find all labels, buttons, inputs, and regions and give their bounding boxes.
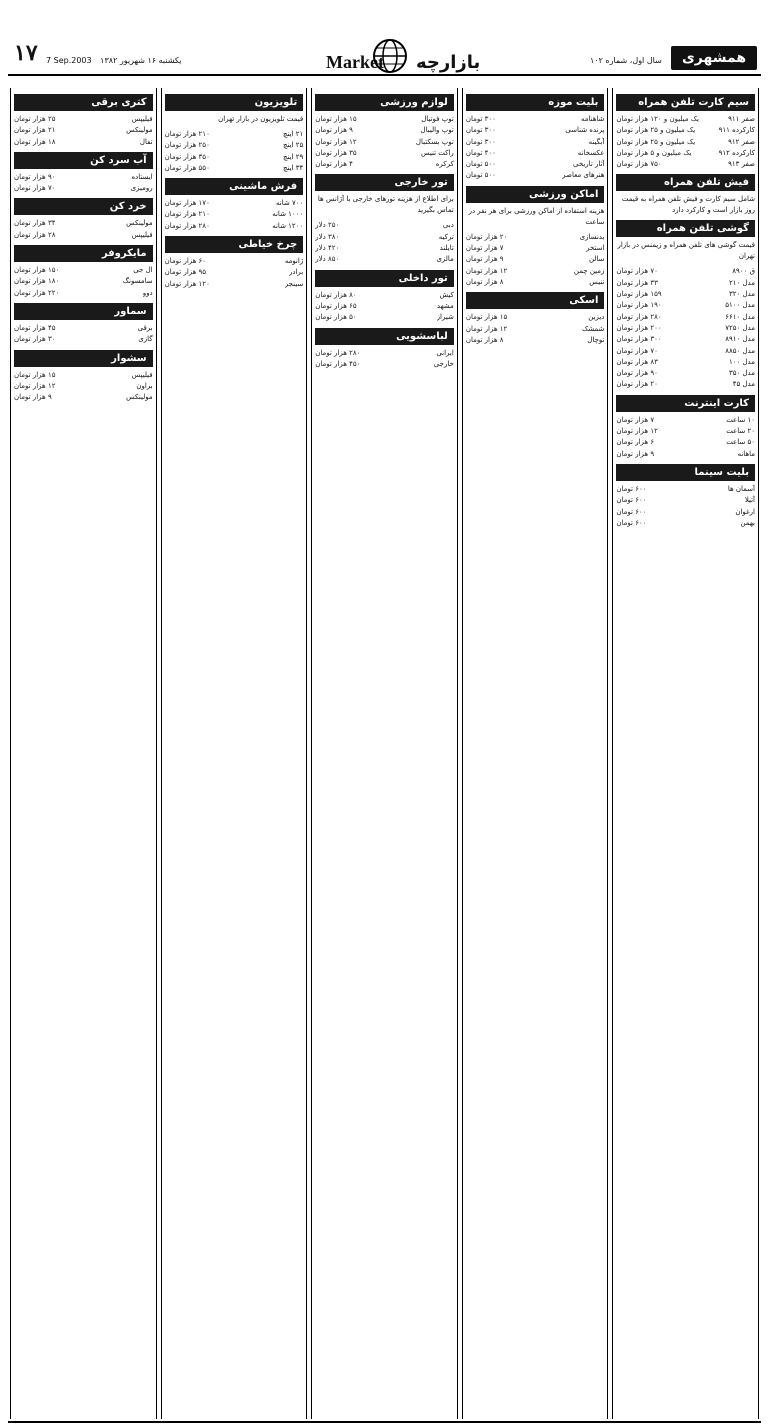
price-row: [14, 334, 153, 345]
item-name: مالزی: [436, 255, 454, 264]
item-price: ۳۰۰ هزار تومان: [616, 335, 662, 344]
item-price: یک میلیون و ۱۲۰ هزار تومان: [616, 115, 699, 123]
item-price: ۴۵۰ هزار تومان: [315, 359, 361, 368]
masthead: [8, 8, 761, 76]
price-row: [14, 114, 153, 125]
price-row: [466, 335, 605, 346]
price-row: [616, 495, 755, 506]
price-row: [14, 125, 153, 136]
price-row: [14, 183, 153, 194]
item-price: ۹۵ هزار تومان: [164, 268, 207, 277]
newspaper-logo: همشهری: [671, 46, 757, 70]
section-title: بازارچه: [416, 52, 481, 73]
price-row: [14, 265, 153, 276]
price-row: [616, 300, 755, 311]
section-heading: سیم کارت تلفن همراه: [616, 94, 755, 111]
item-name: ال جی: [133, 266, 153, 275]
section-heading: اسکی: [466, 292, 605, 309]
date-persian: یکشنبه ۱۶ شهریور ۱۳۸۲: [100, 56, 182, 65]
item-price: ۳۳ هزار تومان: [616, 278, 658, 287]
price-row: [616, 379, 755, 390]
item-name: ترکیه: [438, 232, 454, 241]
price-column: [462, 88, 609, 1419]
item-price: ۱۵۹ هزار تومان: [616, 290, 662, 299]
item-name: مدل ۲۱۰: [728, 278, 755, 287]
item-name: مولینکس: [126, 393, 153, 402]
item-name: آسمان ها: [727, 484, 755, 493]
item-name: ارغوان: [735, 507, 755, 516]
item-name: مدل ۳۲۰: [728, 290, 755, 299]
item-price: ۳۵۰ هزار تومان: [164, 152, 210, 161]
item-price: ۸۵۰ دلار: [315, 255, 340, 264]
item-name: گازی: [138, 335, 153, 344]
price-row: [165, 129, 304, 140]
price-row: [466, 266, 605, 277]
item-name: براون: [136, 381, 153, 390]
item-name: آتیلا: [744, 496, 755, 505]
price-row: [616, 137, 755, 148]
section-heading: تور داخلی: [315, 270, 454, 287]
item-price: ۷۵۰ هزار تومان: [616, 160, 662, 169]
item-name: ایستاده: [131, 172, 153, 181]
item-price: ۲۱ هزار تومان: [14, 126, 56, 135]
item-name: مشهد: [436, 301, 454, 310]
item-price: ۱۵۰ هزار تومان: [14, 266, 60, 275]
price-column: [10, 88, 157, 1419]
item-price: ۶۰۰ تومان: [616, 518, 647, 527]
item-price: ۶۰۰ تومان: [616, 484, 647, 493]
price-row: [616, 334, 755, 345]
price-row: [616, 357, 755, 368]
price-column: [161, 88, 308, 1419]
item-price: ۷۰ هزار تومان: [616, 267, 658, 276]
item-name: دوو: [142, 288, 153, 297]
item-price: ۲۵۰ هزار تومان: [164, 141, 210, 150]
item-price: ۸۰ هزار تومان: [315, 290, 357, 299]
item-price: ۵۰ هزار تومان: [315, 313, 357, 322]
price-row: [616, 312, 755, 323]
item-price: ۱۲ هزار تومان: [616, 427, 658, 436]
price-column: [311, 88, 458, 1419]
section-heading: آب سرد کن: [14, 152, 153, 169]
item-name: راکت تنیس: [420, 148, 454, 157]
section-heading: کارت اینترنت: [616, 395, 755, 412]
item-name: توچال: [587, 335, 605, 344]
price-row: [616, 346, 755, 357]
item-name: هنرهای معاصر: [562, 171, 605, 180]
item-price: ۳۵ هزار تومان: [315, 148, 357, 157]
item-price: ۳۰۰ تومان: [465, 137, 496, 146]
section-note: برای اطلاع از هزینه تورهای خارجی با آژانس ها تماس بگیرید: [317, 195, 454, 215]
item-name: مدل ۶۶۱۰: [725, 312, 755, 321]
globe-icon: [372, 38, 408, 74]
section-heading: بلیت موزه: [466, 94, 605, 111]
market-label: Market: [326, 52, 384, 72]
item-name: توپ فوتبال: [421, 115, 454, 123]
item-price: ۷۰ هزار تومان: [616, 346, 658, 355]
section-note: قیمت تلویزیون در بازار تهران: [218, 115, 304, 123]
item-price: ۲۵۰ دلار: [315, 221, 340, 230]
item-name: استخر: [586, 244, 605, 253]
price-row: [315, 348, 454, 359]
item-name: شاهنامه: [580, 115, 605, 123]
item-name: ۱۰ ساعت: [726, 415, 755, 424]
item-name: مدل ۸۸۵۰: [725, 346, 755, 355]
section-heading: چرخ خیاطی: [165, 236, 304, 253]
item-price: ۱۸ هزار تومان: [14, 137, 56, 146]
item-name: مولینکس: [126, 126, 153, 135]
item-price: ۸۳ هزار تومان: [616, 357, 658, 366]
section-note: شامل سیم کارت و فیش تلفن همراه به قیمت روز بازار است و کارکرد دارد: [621, 195, 755, 215]
item-price: ۱۹۰ هزار تومان: [616, 301, 662, 310]
price-row: [14, 288, 153, 299]
item-name: مولینکس: [126, 219, 153, 228]
item-price: ۸ هزار تومان: [465, 277, 504, 286]
item-name: کارکرده ۹۱۲: [718, 148, 755, 157]
item-price: ۲۰ هزار تومان: [616, 380, 658, 389]
item-name: زمین چمن: [573, 266, 605, 275]
price-row: [466, 324, 605, 335]
item-price: یک میلیون و ۲۵ هزار تومان: [616, 126, 696, 135]
price-columns: [8, 88, 761, 1419]
price-row: [466, 243, 605, 254]
price-row: [14, 230, 153, 241]
item-name: ۲۹ اینچ: [282, 152, 304, 161]
price-row: [466, 312, 605, 323]
item-price: ۴۰۰ تومان: [465, 148, 496, 157]
item-price: ۶ هزار تومان: [616, 438, 655, 447]
price-row: [14, 137, 153, 148]
price-row: [466, 232, 605, 243]
item-price: ۹۰ هزار تومان: [14, 172, 56, 181]
item-name: عکسخانه: [577, 148, 605, 157]
section-heading: لوازم ورزشی: [315, 94, 454, 111]
price-row: [616, 114, 755, 125]
price-row: [165, 221, 304, 232]
item-name: فیلیپس: [131, 115, 153, 123]
price-row: [315, 359, 454, 370]
section-heading: سماور: [14, 303, 153, 320]
item-name: ماهانه: [737, 449, 755, 458]
item-price: یک میلیون و ۵ هزار تومان: [616, 148, 692, 157]
item-price: ۹ هزار تومان: [315, 126, 353, 135]
price-row: [14, 381, 153, 392]
item-name: تنیس: [589, 277, 605, 286]
item-price: ۱۲ هزار تومان: [465, 266, 508, 275]
price-row: [315, 148, 454, 159]
item-name: سینجر: [284, 279, 304, 288]
item-price: ۳۰ هزار تومان: [14, 335, 56, 344]
price-row: [315, 254, 454, 265]
item-name: مدل ۸۹۱۰: [725, 335, 755, 344]
item-price: ۶۵ هزار تومان: [315, 301, 357, 310]
item-name: مدل ۷۲۵۰: [725, 323, 755, 332]
item-price: ۵۵۰ هزار تومان: [164, 163, 210, 172]
item-price: ۲۸ هزار تومان: [14, 230, 56, 239]
item-name: ۳۴ اینچ: [282, 163, 304, 172]
item-price: ۴ هزار تومان: [315, 160, 353, 169]
price-row: [616, 125, 755, 136]
item-price: ۲۲۰ هزار تومان: [14, 288, 60, 297]
item-name: مدل ۴۵: [732, 380, 755, 389]
price-row: [466, 254, 605, 265]
item-price: ۱۵ هزار تومان: [465, 313, 508, 322]
item-price: ۹۰ هزار تومان: [616, 369, 658, 378]
section-heading: لباسشویی: [315, 328, 454, 345]
item-price: ۶۰۰ تومان: [616, 496, 647, 505]
price-row: [466, 137, 605, 148]
page-number: ۱۷: [14, 40, 38, 66]
item-name: صفر ۹۱۲: [728, 137, 755, 146]
item-price: ۷۰ هزار تومان: [14, 184, 56, 193]
item-name: فیلیپس: [131, 370, 153, 379]
price-row: [616, 449, 755, 460]
item-name: توپ والیبال: [420, 126, 454, 135]
item-name: ژانومه: [284, 257, 304, 266]
price-row: [14, 370, 153, 381]
price-row: [616, 415, 755, 426]
section-heading: تور خارجی: [315, 174, 454, 191]
bottom-rule: [8, 1421, 761, 1423]
price-row: [466, 159, 605, 170]
price-row: [14, 172, 153, 183]
item-name: خارجی: [433, 359, 454, 368]
price-row: [466, 148, 605, 159]
item-price: ۶۰ هزار تومان: [164, 257, 207, 266]
price-row: [315, 301, 454, 312]
price-row: [616, 289, 755, 300]
item-name: ۱۲۰۰ شانه: [272, 221, 304, 230]
price-row: [315, 125, 454, 136]
item-name: ۲۰ ساعت: [726, 427, 755, 436]
price-row: [165, 256, 304, 267]
item-name: مدل ۵۱۰۰: [725, 301, 755, 310]
price-row: [616, 323, 755, 334]
item-price: ۱۲ هزار تومان: [14, 381, 56, 390]
section-heading: مایکروفر: [14, 245, 153, 262]
item-price: ۳۰۰ تومان: [465, 126, 496, 135]
item-name: آثار تاریخی: [573, 160, 605, 169]
item-price: ۷ هزار تومان: [616, 415, 655, 424]
item-price: ۱۷۰ هزار تومان: [164, 199, 210, 208]
price-row: [165, 267, 304, 278]
item-name: ق ۸۹۰۰: [732, 267, 755, 276]
item-price: ۲۵ هزار تومان: [14, 115, 56, 123]
price-row: [315, 159, 454, 170]
item-price: ۲۸۰ هزار تومان: [616, 312, 662, 321]
item-name: برقی: [137, 323, 153, 332]
section-heading: بلیت سینما: [616, 464, 755, 481]
price-row: [616, 518, 755, 529]
item-price: ۴۲۰ دلار: [315, 244, 340, 253]
item-price: ۵۰۰ تومان: [465, 171, 496, 180]
item-price: ۲۱۰ هزار تومان: [164, 130, 210, 138]
price-column: [612, 88, 759, 1419]
price-row: [165, 152, 304, 163]
item-price: ۸ هزار تومان: [465, 335, 504, 344]
price-row: [14, 323, 153, 334]
price-row: [616, 507, 755, 518]
dateline: [46, 56, 188, 65]
price-row: [466, 125, 605, 136]
item-name: صفر ۹۱۱: [728, 115, 755, 123]
price-row: [616, 266, 755, 277]
item-price: ۱۲۰ هزار تومان: [164, 279, 210, 288]
price-row: [616, 278, 755, 289]
item-price: ۵۰۰ تومان: [465, 160, 496, 169]
section-heading: کتری برقی: [14, 94, 153, 111]
date-gregorian: 7 Sep.2003: [46, 56, 92, 65]
item-name: ۷۰۰ شانه: [276, 199, 304, 208]
price-row: [616, 437, 755, 448]
price-row: [165, 140, 304, 151]
price-row: [315, 312, 454, 323]
price-row: [315, 114, 454, 125]
price-row: [315, 290, 454, 301]
section-heading: تلویزیون: [165, 94, 304, 111]
item-name: سالن: [588, 255, 605, 264]
item-name: تایلند: [439, 244, 454, 253]
item-price: ۱۲ هزار تومان: [315, 137, 357, 146]
item-name: فیلیپس: [131, 230, 153, 239]
item-name: بدنسازی: [579, 232, 605, 241]
item-name: دیزین: [588, 313, 605, 322]
item-price: ۳۸۰ دلار: [315, 232, 340, 241]
item-name: شیراز: [436, 313, 454, 322]
item-name: ایرانی: [436, 348, 454, 357]
item-name: ۲۱ اینچ: [282, 130, 304, 138]
section-heading: فیش تلفن همراه: [616, 174, 755, 191]
price-row: [315, 243, 454, 254]
item-name: تفال: [139, 137, 153, 146]
price-row: [165, 279, 304, 290]
item-name: صفر ۹۱۳: [728, 160, 755, 169]
item-name: توپ بسکتبال: [415, 137, 454, 146]
item-price: ۹ هزار تومان: [616, 449, 655, 458]
section-heading: فرش ماشینی: [165, 178, 304, 195]
item-price: ۱۸۰ هزار تومان: [14, 277, 60, 286]
item-name: ۲۵ اینچ: [282, 141, 304, 150]
item-price: ۱۵ هزار تومان: [14, 370, 56, 379]
item-price: ۲۰۰ هزار تومان: [616, 323, 662, 332]
price-row: [466, 277, 605, 288]
item-price: ۷ هزار تومان: [465, 244, 504, 253]
price-row: [616, 426, 755, 437]
item-price: ۲۸۰ هزار تومان: [315, 348, 361, 357]
section-heading: خرد کن: [14, 198, 153, 215]
section-heading: سشوار: [14, 350, 153, 367]
item-price: ۳۰۰ تومان: [465, 115, 496, 123]
item-price: ۲۱۰ هزار تومان: [164, 210, 210, 219]
item-name: رومیزی: [130, 184, 153, 193]
price-row: [14, 276, 153, 287]
price-row: [616, 368, 755, 379]
price-row: [616, 484, 755, 495]
price-row: [14, 218, 153, 229]
item-price: ۲۸۰ هزار تومان: [164, 221, 210, 230]
price-row: [315, 137, 454, 148]
item-price: ۶۰۰ تومان: [616, 507, 647, 516]
price-row: [466, 114, 605, 125]
item-name: سامسونگ: [122, 277, 153, 286]
item-name: کارکرده ۹۱۱: [718, 126, 755, 135]
price-row: [165, 198, 304, 209]
item-name: بهمن: [740, 518, 755, 527]
item-name: ۱۰۰۰ شانه: [272, 210, 304, 219]
issue-number: سال اول، شماره ۱۰۲: [590, 56, 662, 65]
item-price: یک میلیون و ۲۵ هزار تومان: [616, 137, 696, 146]
item-name: کرکره: [435, 160, 454, 169]
item-name: دبی: [442, 221, 454, 230]
item-price: ۱۲ هزار تومان: [465, 324, 508, 333]
item-name: شمشک: [581, 324, 605, 333]
price-row: [165, 163, 304, 174]
item-name: مدل ۱۰۰: [728, 357, 755, 366]
item-name: پرنده شناسی: [565, 126, 605, 135]
item-price: ۱۵ هزار تومان: [315, 115, 357, 123]
item-price: ۹ هزار تومان: [14, 393, 52, 402]
item-name: برادر: [288, 268, 304, 277]
item-price: ۴۵ هزار تومان: [14, 323, 56, 332]
price-row: [616, 148, 755, 159]
item-name: آبگینه: [588, 137, 605, 146]
section-heading: گوشی تلفن همراه: [616, 220, 755, 237]
price-row: [466, 170, 605, 181]
item-name: ۵۰ ساعت: [726, 438, 755, 447]
price-row: [14, 392, 153, 403]
section-note: هزینه استفاده از اماکن ورزشی برای هر نفر در ساعت: [468, 206, 605, 226]
item-price: ۲۰ هزار تومان: [465, 232, 508, 241]
section-note: قیمت گوشی های تلفن همراه و زیمنس در بازار تهران: [617, 241, 755, 261]
item-price: ۳۴ هزار تومان: [14, 219, 56, 228]
item-price: ۹ هزار تومان: [465, 255, 504, 264]
price-row: [616, 159, 755, 170]
section-heading: اماکن ورزشی: [466, 186, 605, 203]
item-name: مدل ۳۵۰: [728, 369, 755, 378]
price-row: [315, 220, 454, 231]
price-row: [165, 209, 304, 220]
item-name: کیش: [439, 290, 454, 299]
price-row: [315, 232, 454, 243]
